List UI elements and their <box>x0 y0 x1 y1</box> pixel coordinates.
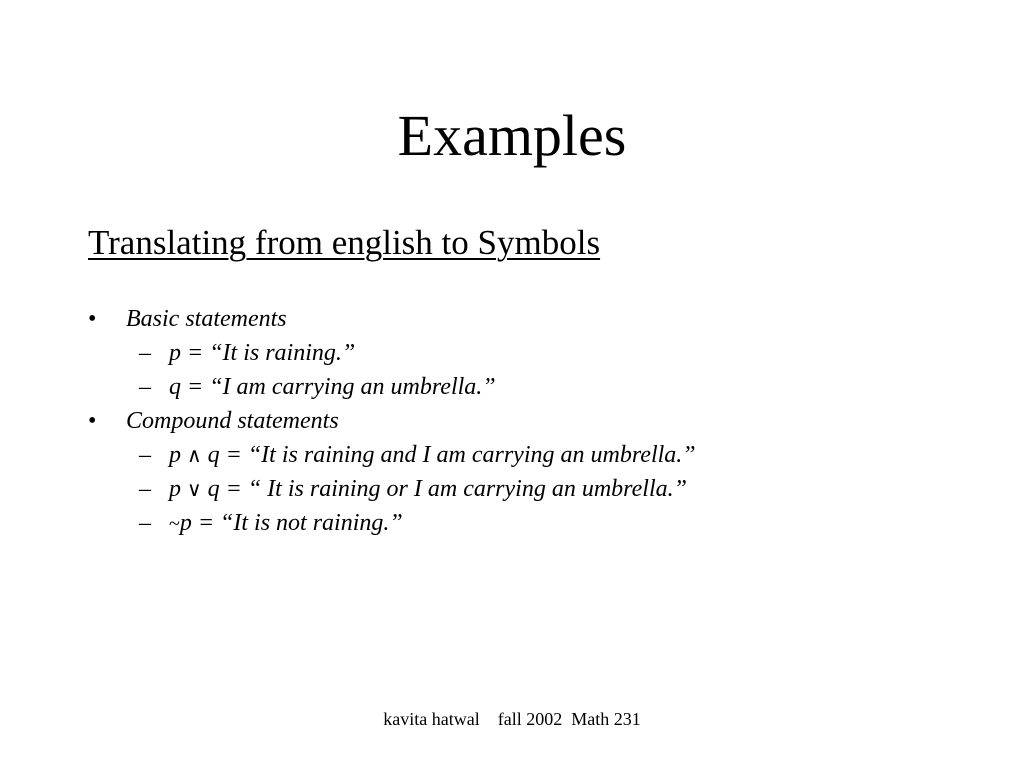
dash-marker: – <box>139 374 151 400</box>
dash-marker: – <box>139 510 151 536</box>
bullet-marker: • <box>88 306 97 332</box>
sub-item-conjunction <box>88 438 988 472</box>
bullet-compound-statements <box>88 404 988 438</box>
sub-item-q-definition <box>88 370 988 404</box>
sub-item-text: q = “ It is raining or I am carrying an umbrella.” <box>207 476 687 502</box>
and-symbol-icon: ∧ <box>187 445 202 467</box>
sub-item-formula <box>169 506 403 541</box>
slide-title: Examples <box>397 103 627 168</box>
sub-item-text: p = “It is not raining.” <box>179 510 403 536</box>
sub-item-p-definition <box>88 336 988 370</box>
dash-marker: – <box>139 340 151 366</box>
not-symbol-icon: ~ <box>169 513 180 535</box>
bullet-label: Compound statements <box>126 408 339 434</box>
var-p: p <box>169 442 181 468</box>
bullet-list <box>88 302 988 540</box>
bullet-marker: • <box>88 408 97 434</box>
or-symbol-icon: ∨ <box>187 479 202 501</box>
var-p: p <box>169 476 181 502</box>
sub-item-disjunction <box>88 472 988 506</box>
sub-item-formula <box>169 438 696 473</box>
dash-marker: – <box>139 442 151 468</box>
bullet-basic-statements <box>88 302 988 336</box>
sub-item-text: p = “It is raining.” <box>169 340 356 366</box>
sub-item-formula <box>169 472 687 507</box>
dash-marker: – <box>139 476 151 502</box>
sub-item-negation <box>88 506 988 540</box>
slide-footer: kavita hatwal fall 2002 Math 231 <box>383 709 641 729</box>
sub-item-text: q = “I am carrying an umbrella.” <box>169 374 496 400</box>
sub-item-text: q = “It is raining and I am carrying an umbrella.” <box>207 442 696 468</box>
slide-subtitle: Translating from english to Symbols <box>88 223 601 262</box>
bullet-label: Basic statements <box>126 306 287 332</box>
